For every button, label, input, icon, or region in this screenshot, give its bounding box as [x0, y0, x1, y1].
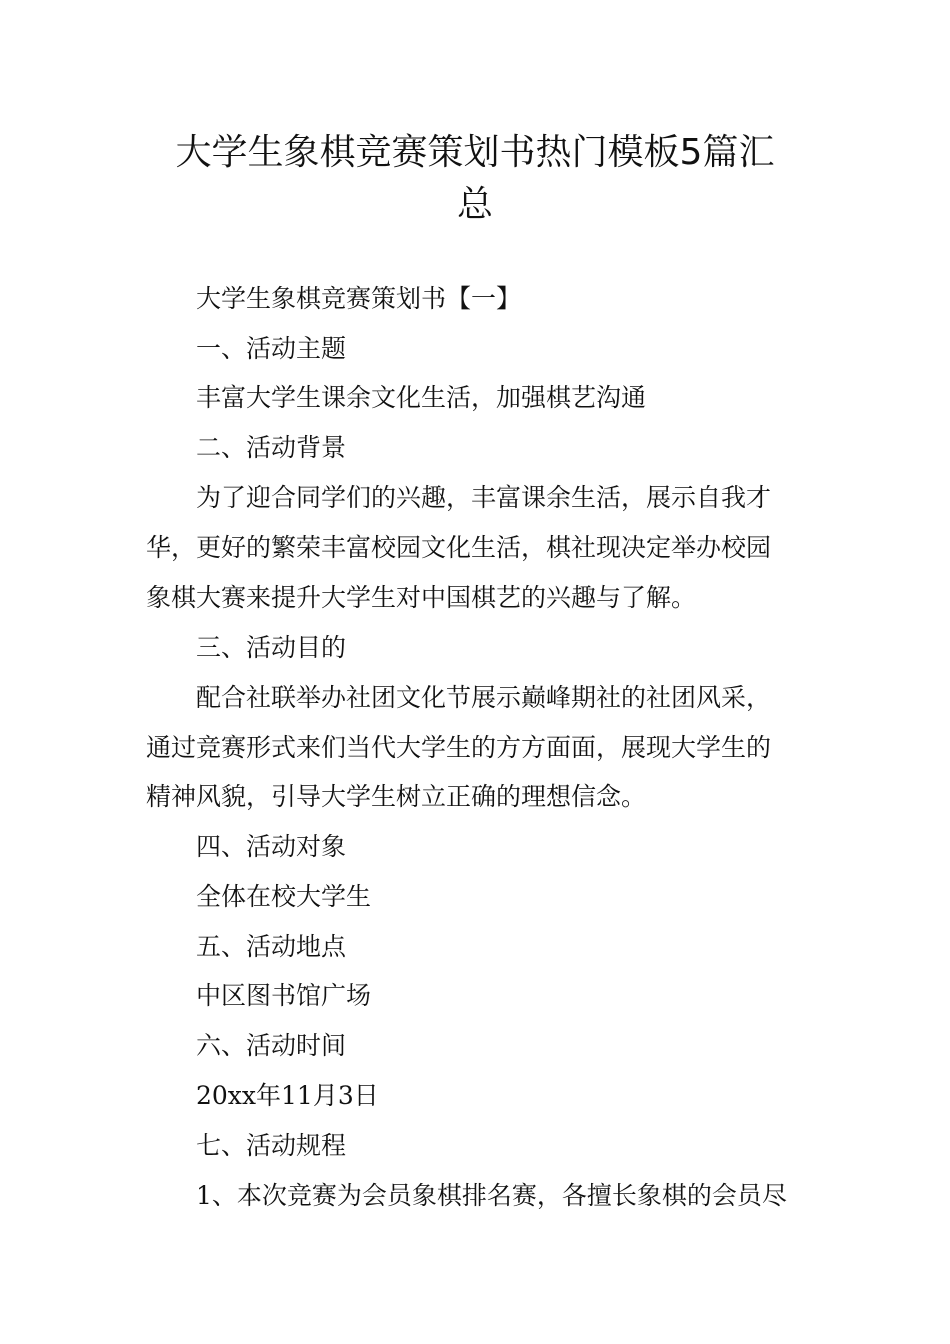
paragraph-line: 1、本次竞赛为会员象棋排名赛，各擅长象棋的会员尽: [196, 1181, 787, 1210]
heading-activity-background: 二、活动背景: [196, 433, 347, 462]
paragraph-line: 通过竞赛形式来们当代大学生的方方面面，展现大学生的: [146, 733, 772, 762]
paragraph-line: 精神风貌，引导大学生树立正确的理想信念。: [146, 782, 647, 811]
heading-activity-location: 五、活动地点: [196, 932, 347, 961]
paragraph-line: 象棋大赛来提升大学生对中国棋艺的兴趣与了解。: [146, 583, 697, 612]
paragraph-line: 20xx年11月3日: [196, 1081, 379, 1110]
section-heading: 大学生象棋竞赛策划书【一】: [196, 284, 522, 313]
heading-activity-target: 四、活动对象: [196, 832, 347, 861]
paragraph-line: 为了迎合同学们的兴趣，丰富课余生活，展示自我才: [196, 483, 772, 512]
heading-activity-time: 六、活动时间: [196, 1031, 347, 1060]
paragraph-line: 全体在校大学生: [196, 882, 372, 911]
paragraph-line: 丰富大学生课余文化生活，加强棋艺沟通: [196, 383, 647, 412]
paragraph-line: 配合社联举办社团文化节展示巅峰期社的社团风采，: [196, 683, 772, 712]
paragraph-line: 中区图书馆广场: [196, 981, 372, 1010]
heading-activity-theme: 一、活动主题: [196, 334, 347, 363]
heading-activity-purpose: 三、活动目的: [196, 633, 347, 662]
heading-activity-rules: 七、活动规程: [196, 1131, 347, 1160]
document-title-line-2: 总: [456, 184, 493, 225]
document-title-line-1: 大学生象棋竞赛策划书热门模板5篇汇: [175, 132, 775, 173]
paragraph-line: 华，更好的繁荣丰富校园文化生活，棋社现决定举办校园: [146, 533, 772, 562]
